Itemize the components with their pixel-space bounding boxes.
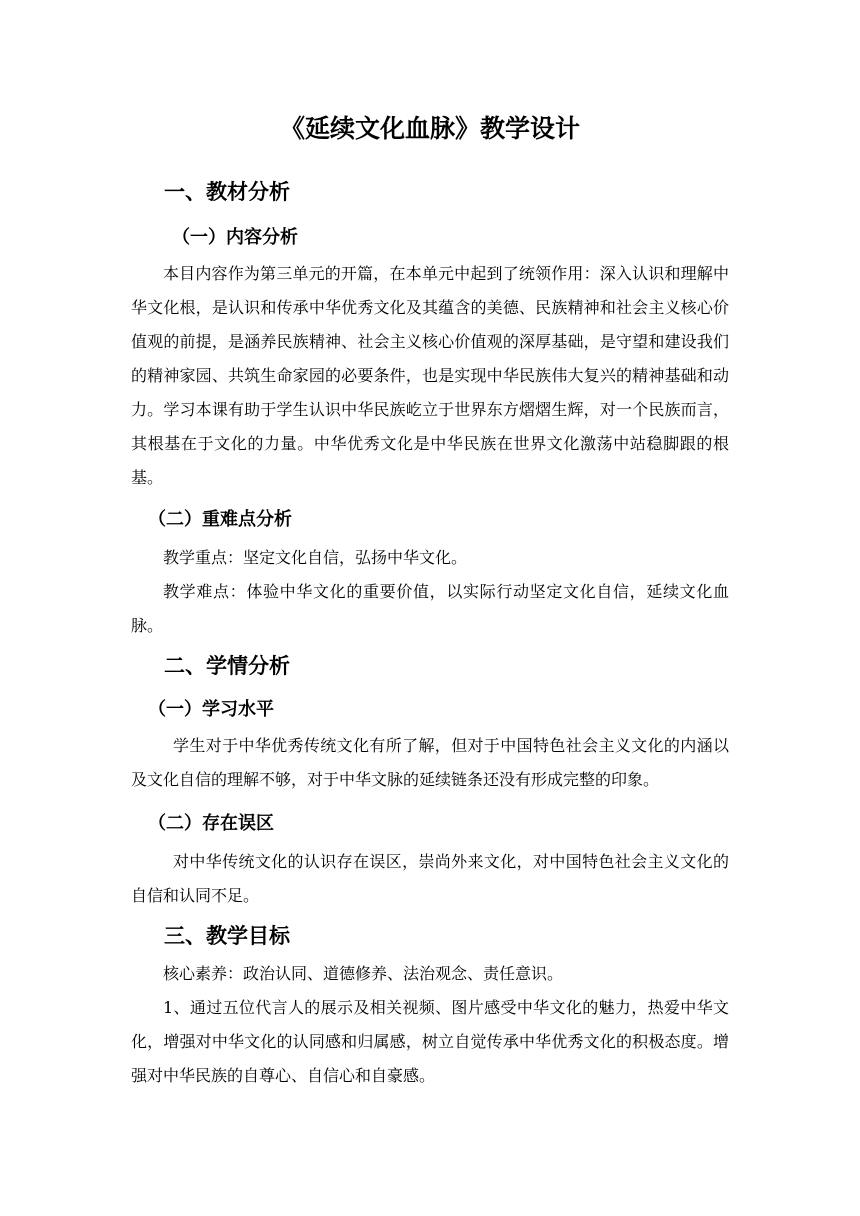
paragraph-objective-1: 1、通过五位代言人的展示及相关视频、图片感受中华文化的魅力，热爱中华文化，增强对中华文化的认同感和归属感，树立自觉传承中华优秀文化的积极态度。增强对中华民族的自尊心、自信心和自豪感。	[131, 998, 729, 1085]
section-heading-textbook-analysis: 一、教材分析	[164, 180, 290, 204]
paragraph-misconceptions: 对中华传统文化的认识存在误区，崇尚外来文化，对中国特色社会主义文化的自信和认同不足。	[131, 852, 729, 905]
section-heading-teaching-objectives: 三、教学目标	[164, 924, 290, 948]
paragraph-learning-level: 学生对于中华优秀传统文化有所了解，但对于中国特色社会主义文化的内涵以及文化自信的理解不够，对于中华文脉的延续链条还没有形成完整的印象。	[131, 736, 729, 789]
paragraph-difficult-point: 教学难点：体验中华文化的重要价值，以实际行动坚定文化自信，延续文化血脉。	[131, 582, 729, 635]
section-heading-learner-analysis: 二、学情分析	[164, 654, 290, 678]
subsection-heading-learning-level: （一）学习水平	[148, 699, 274, 720]
subsection-heading-content-analysis: （一）内容分析	[172, 227, 298, 248]
paragraph-content-analysis: 本目内容作为第三单元的开篇，在本单元中起到了统领作用：深入认识和理解中华文化根，是认识和传承中华优秀文化及其蕴含的美德、民族精神和社会主义核心价值观的前提，是涵养民族精神、社会主义核心价值观的深厚基础，是守望和建设我们的精神家园、共筑生命家园的必要条件，也是实现中华民族伟大复兴的精神基础和动力。学习本课有助于学生认识中华民族屹立于世界东方熠熠生辉，对一个民族而言，其根基在于文化的力量。中华优秀文化是中华民族在世界文化激荡中站稳脚跟的根基。	[131, 264, 729, 487]
paragraph-core-literacy: 核心素养：政治认同、道德修养、法治观念、责任意识。	[163, 964, 564, 983]
paragraph-key-point: 教学重点：坚定文化自信，弘扬中华文化。	[163, 548, 468, 567]
subsection-heading-misconceptions: （二）存在误区	[148, 813, 274, 834]
subsection-heading-key-difficult-points: （二）重难点分析	[148, 509, 292, 530]
document-title: 《延续文化血脉》教学设计	[279, 114, 580, 143]
